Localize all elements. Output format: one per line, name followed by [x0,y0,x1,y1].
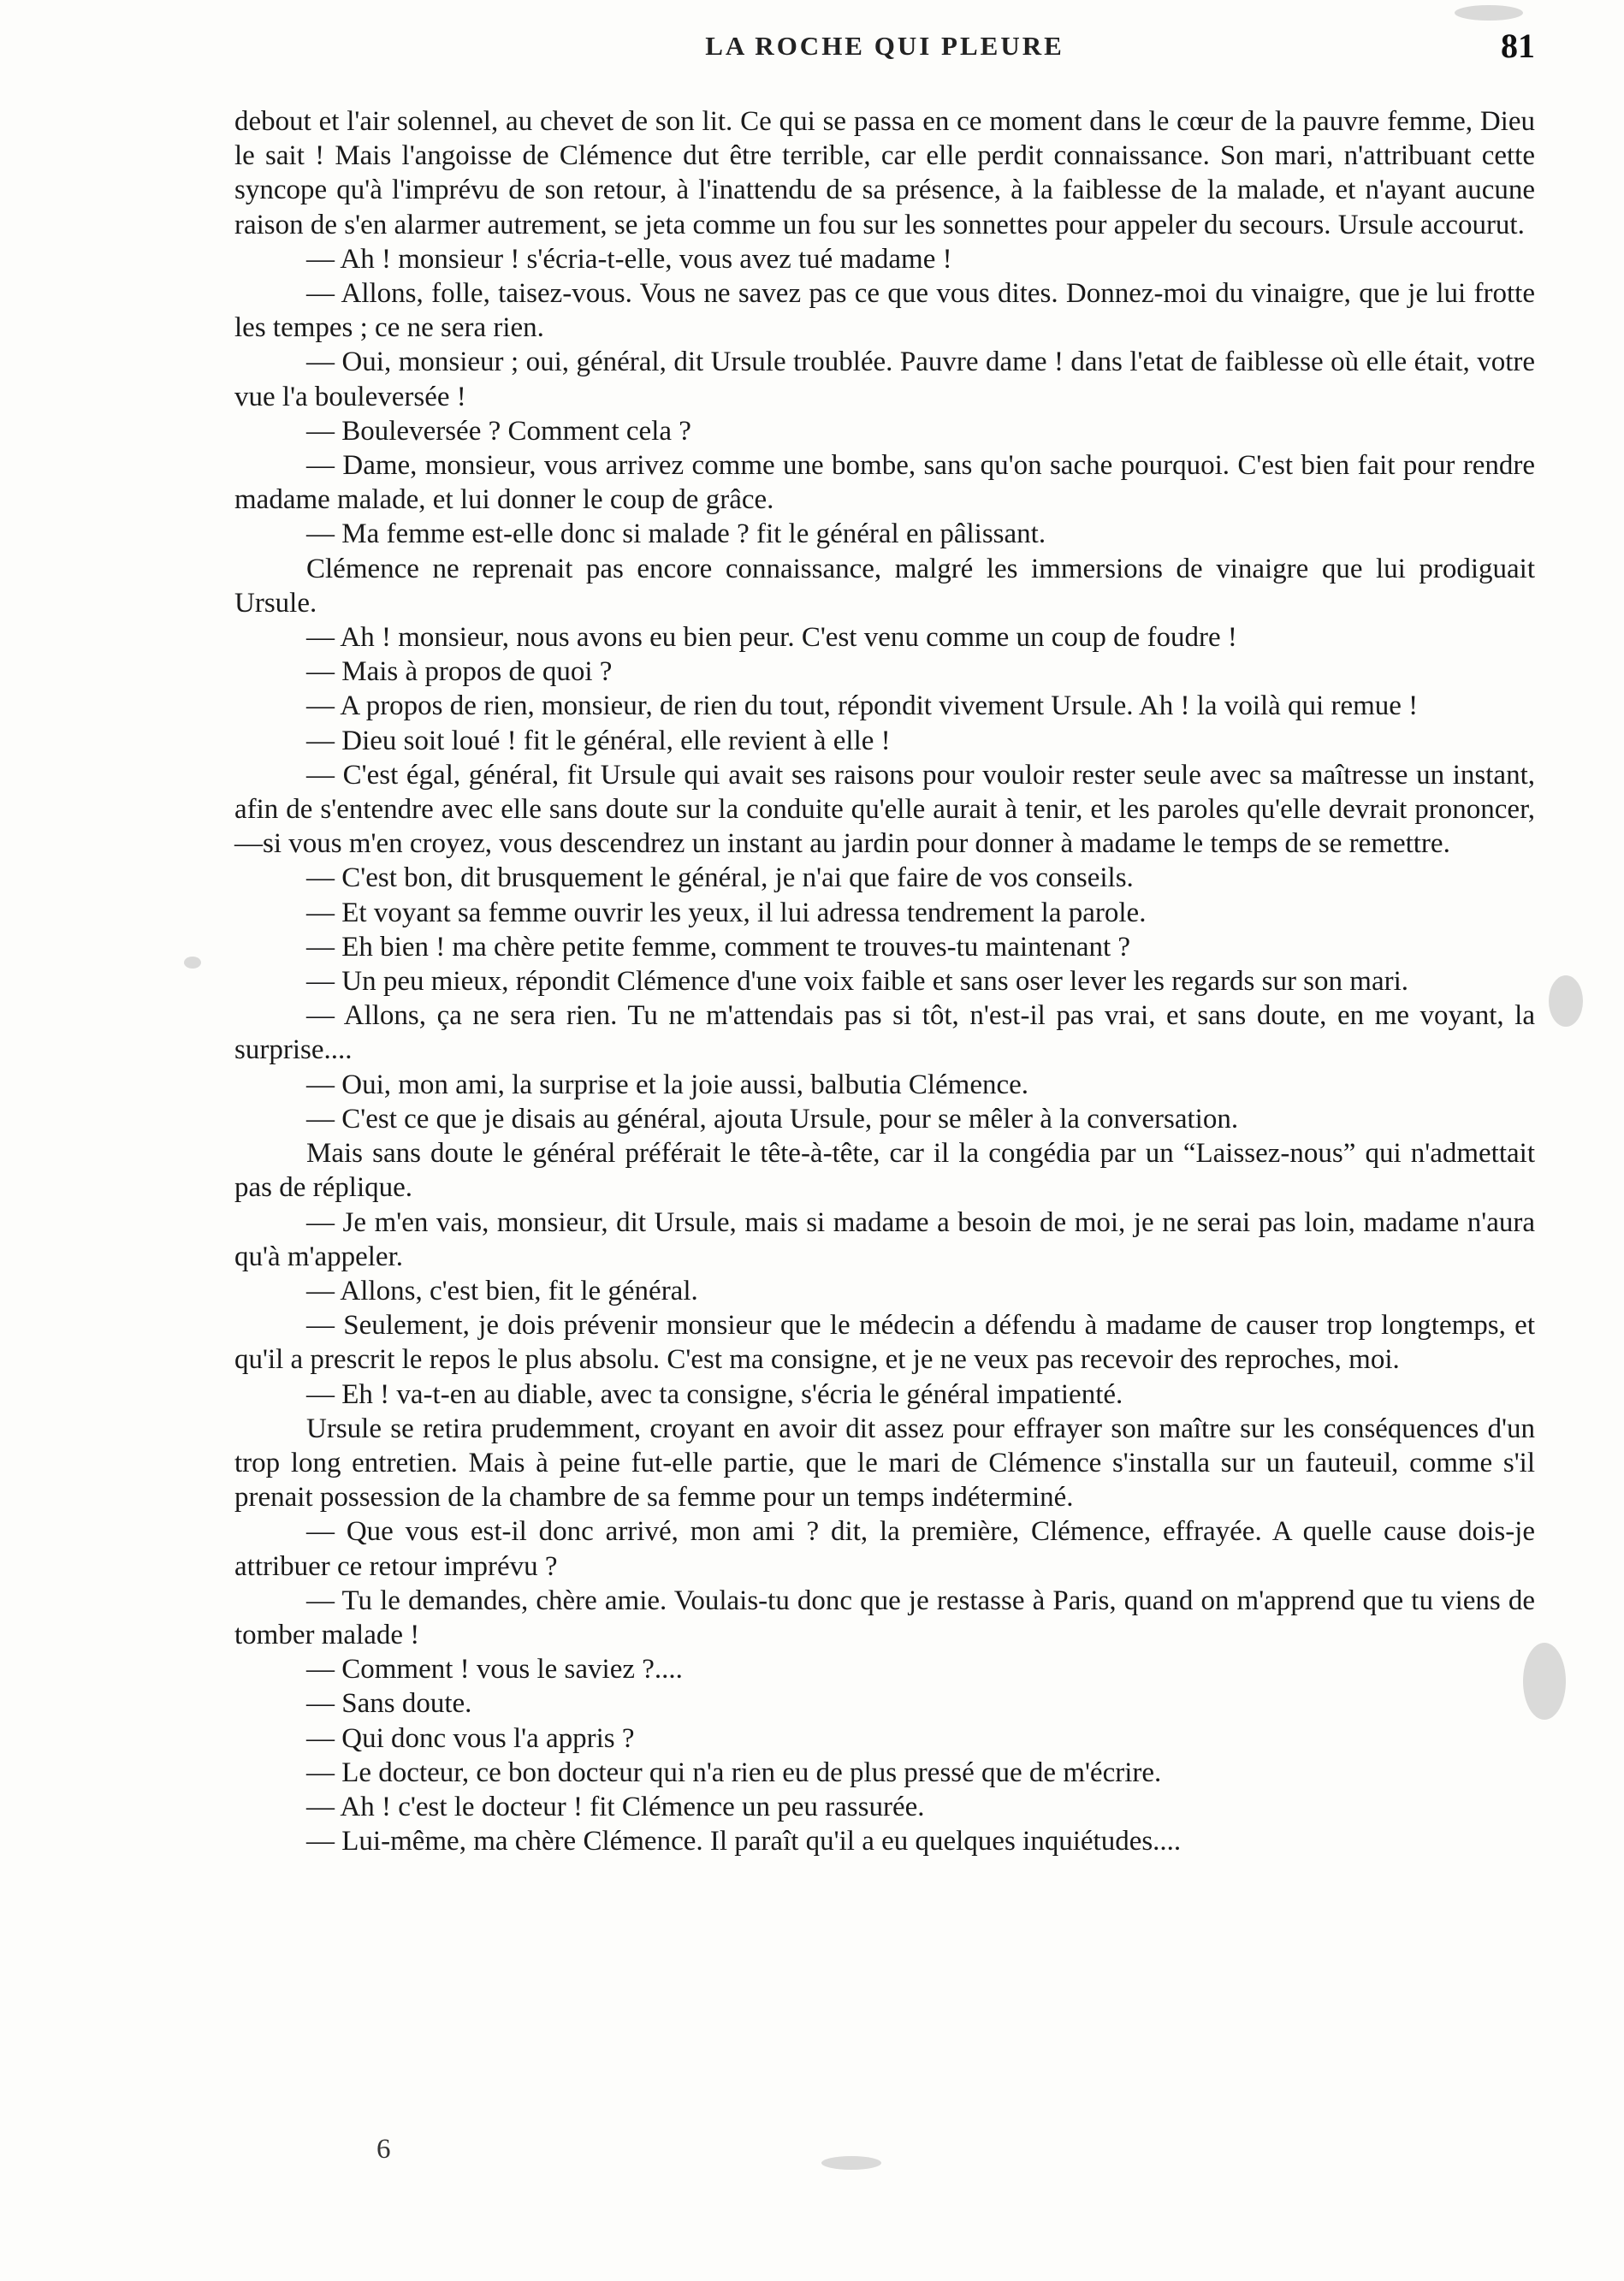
paragraph: debout et l'air solennel, au chevet de son lit. Ce qui se passa en ce moment dans le cœur de la pauvre femme, Dieu le sait ! Mais l'angoisse de Clémence dut être terrible, car elle perdit connaissance. Son mari, n'attribuant cette syncope qu'à l'imprévu de son retour, à l'inattendu de sa présence, à la faiblesse de la malade, et n'ayant aucune raison de s'en alarmer autrement, se jeta comme un fou sur les sonnettes pour appeler du secours. Ursule accourut. [234,106,1535,240]
paragraph: — Ah ! monsieur, nous avons eu bien peur. C'est venu comme un coup de foudre ! [306,622,1237,654]
paragraph: — C'est égal, général, fit Ursule qui avait ses raisons pour vouloir rester seule avec sa maîtresse un instant, afin de s'entendre avec elle sans doute sur la conduite qu'elle aurait à tenir, et les paroles qu'elle devrait prononcer,—si vous m'en croyez, vous descendrez un instant au jardin pour donner à madame le temps de se remettre. [234,759,1535,860]
signature-mark: 6 [376,2134,391,2165]
scan-noise [1455,5,1523,21]
paragraph: — Un peu mieux, répondit Clémence d'une voix faible et sans oser lever les regards sur son mari. [306,966,1408,998]
scan-noise [821,2156,881,2170]
paragraph: — C'est ce que je disais au général, ajouta Ursule, pour se mêler à la conversation. [306,1103,1239,1135]
paragraph: — Allons, folle, taisez-vous. Vous ne savez pas ce que vous dites. Donnez-moi du vinaigre, que je lui frotte les tempes ; ce ne sera rien. [234,278,1535,344]
paragraph: — Le docteur, ce bon docteur qui n'a rien eu de plus pressé que de m'écrire. [306,1757,1162,1788]
paragraph: — Lui-même, ma chère Clémence. Il paraît qu'il a eu quelques inquiétudes.... [306,1826,1182,1857]
paragraph: — Dieu soit loué ! fit le général, elle revient à elle ! [306,725,891,756]
running-header [234,27,1535,74]
page-number: 81 [1501,27,1535,65]
paragraph: — Allons, c'est bien, fit le général. [306,1275,698,1306]
paragraph: — Ah ! monsieur ! s'écria-t-elle, vous avez tué madame ! [306,243,952,275]
paragraph: — Eh bien ! ma chère petite femme, comment te trouves-tu maintenant ? [306,931,1131,963]
paragraph: Clémence ne reprenait pas encore connaissance, malgré les immersions de vinaigre que lui prodiguait Ursule. [234,553,1535,619]
paragraph: — C'est bon, dit brusquement le général, je n'ai que faire de vos conseils. [306,862,1134,894]
paragraph: — Tu le demandes, chère amie. Voulais-tu donc que je restasse à Paris, quand on m'apprend que tu viens de tomber malade ! [234,1585,1535,1650]
paragraph: — Dame, monsieur, vous arrivez comme une bombe, sans qu'on sache pourquoi. C'est bien fait pour rendre madame malade, et lui donner le coup de grâce. [234,450,1535,516]
paragraph: — Ma femme est-elle donc si malade ? fit le général en pâlissant. [306,518,1046,550]
paragraph: — Ah ! c'est le docteur ! fit Clémence un peu rassurée. [306,1791,925,1822]
paragraph: — Seulement, je dois prévenir monsieur que le médecin a défendu à madame de causer trop longtemps, et qu'il a prescrit le repos le plus absolu. C'est ma consigne, et je ne veux pas recevoir des reproches, moi. [234,1310,1535,1376]
paragraph: — Oui, monsieur ; oui, général, dit Ursule troublée. Pauvre dame ! dans l'etat de faiblesse où elle était, votre vue l'a bouleversée ! [234,347,1535,412]
paragraph: — A propos de rien, monsieur, de rien du tout, répondit vivement Ursule. Ah ! la voilà qui remue ! [306,690,1419,722]
paragraph: — Oui, mon ami, la surprise et la joie aussi, balbutia Clémence. [306,1069,1029,1100]
paragraph: — Comment ! vous le saviez ?.... [306,1654,683,1686]
paragraph: — Mais à propos de quoi ? [306,656,613,688]
paragraph: — Et voyant sa femme ouvrir les yeux, il lui adressa tendrement la parole. [306,897,1147,928]
paragraph: — Bouleversée ? Comment cela ? [306,415,691,447]
scan-noise [1549,975,1583,1027]
paragraph: Mais sans doute le général préférait le tête-à-tête, car il la congédia par un “Laissez-nous” qui n'admettait pas de réplique. [234,1138,1535,1204]
scan-noise [184,957,201,969]
paragraph: — Sans doute. [306,1688,472,1720]
paragraph: — Que vous est-il donc arrivé, mon ami ? dit, la première, Clémence, effrayée. A quelle cause dois-je attribuer ce retour imprévu ? [234,1516,1535,1582]
paragraph: — Je m'en vais, monsieur, dit Ursule, mais si madame a besoin de moi, je ne serai pas loin, madame n'aura qu'à m'appeler. [234,1206,1535,1272]
paragraph: — Allons, ça ne sera rien. Tu ne m'attendais pas si tôt, n'est-il pas vrai, et sans doute, en me voyant, la surprise.... [234,1000,1535,1066]
paragraph: — Eh ! va-t-en au diable, avec ta consigne, s'écria le général impatienté. [306,1378,1123,1410]
running-title: LA ROCHE QUI PLEURE [705,31,1064,61]
paragraph: — Qui donc vous l'a appris ? [306,1722,635,1754]
body-text [234,104,1535,1858]
paragraph: Ursule se retira prudemment, croyant en avoir dit assez pour effrayer son maître sur les conséquences d'un trop long entretien. Mais à peine fut-elle partie, que le mari de Clémence s'installa sur un fauteuil, comme s'il prenait possession de la chambre de sa femme pour un temps indéterminé. [234,1413,1535,1514]
